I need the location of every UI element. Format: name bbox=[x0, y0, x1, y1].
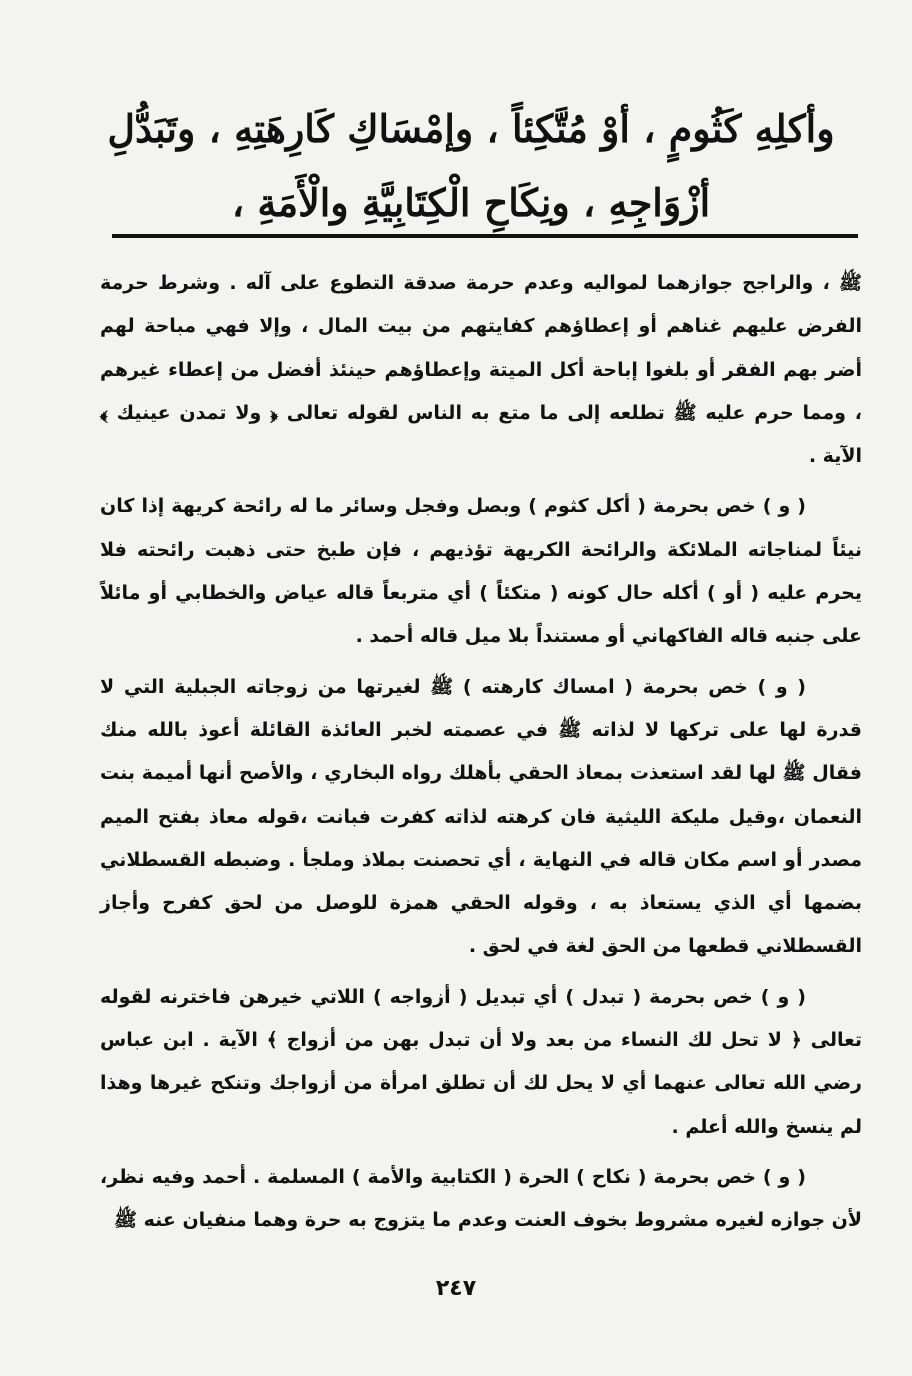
heading-divider bbox=[112, 234, 858, 238]
heading-line-1: وأكلِهِ كَثُومٍ ، أوْ مُتَّكِئاً ، وإمْسَاكِ كَارِهَتِهِ ، وتَبَدُّلِ bbox=[107, 106, 835, 151]
paragraph-3: ( و ) خص بحرمة ( امساك كارهته ) ﷺ لغيرتها من زوجاته الجبلية التي لا قدرة لها على تركها لا لذاته ﷺ في عصمته لخبر العائذة القائلة أعوذ بالله منك فقال ﷺ لها لقد استعذت بمعاذ الحقي بأهلك رواه البخاري ، والأصح أنها أميمة بنت النعمان ،وقيل مليكة الليثية فان كرهته لذاته كفرت فبانت ،قوله معاذ بفتح الميم مصدر أو اسم مكان قاله في النهاية ، أي تحصنت بملاذ وملجأ . وضبطه القسطلاني بضمها أي الذي يستعاذ به ، وقوله الحقي همزة للوصل من لحق كفرح وأجاز القسطلاني قطعها من الحق لغة في لحق . bbox=[100, 675, 862, 958]
commentary-body bbox=[100, 262, 862, 1250]
paragraph-5: ( و ) خص بحرمة ( نكاح ) الحرة ( الكتابية والأمة ) المسلمة . أحمد وفيه نظر، لأن جوازه لغيره مشروط بخوف العنت وعدم ما يتزوج به حرة وهما منفيان عنه ﷺ bbox=[100, 1165, 862, 1232]
heading-line-2: أزْوَاجِهِ ، ونِكَاحِ الْكِتَابِيَّةِ والْأَمَةِ ، bbox=[231, 180, 711, 225]
paragraph-1: ﷺ ، والراجح جوازهما لمواليه وعدم حرمة صدقة التطوع على آله . وشرط حرمة الفرض عليهم غناهم أو إعطاؤهم كفايتهم من بيت المال ، وإلا فهي مباحة لهم أضر بهم الفقر أو بلغوا إباحة أكل الميتة وإعطاؤهم حينئذ أفضل من إعطاء غيرهم ، ومما حرم عليه ﷺ تطلعه إلى ما متع به الناس لقوله تعالى ﴿ ولا تمدن عينيك ﴾ الآية . bbox=[100, 272, 862, 468]
page-number: ٢٤٧ bbox=[435, 1276, 477, 1301]
section-heading bbox=[90, 92, 852, 240]
paragraph-2: ( و ) خص بحرمة ( أكل كثوم ) وبصل وفجل وسائر ما له رائحة كريهة إذا كان نيئاً لمناجاته الملائكة والرائحة الكريهة تؤذيهم ، فإن طبخ حتى ذهبت رائحته فلا يحرم عليه ( أو ) أكله حال كونه ( متكئاً ) أي متربعاً قاله عياض والخطابي أو مائلاً على جنبه قاله الفاكهاني أو مستنداً بلا ميل قاله أحمد . bbox=[100, 495, 862, 648]
paragraph-4: ( و ) خص بحرمة ( تبدل ) أي تبديل ( أزواجه ) اللاتي خيرهن فاخترنه لقوله تعالى ﴿ لا تحل لك النساء من بعد ولا أن تبدل بهن من أزواج ﴾ الآية . ابن عباس رضي الله تعالى عنهما أي لا يحل لك أن تطلق امرأة من أزواجك وتنكح غيرها وهذا لم ينسخ والله أعلم . bbox=[100, 985, 862, 1138]
